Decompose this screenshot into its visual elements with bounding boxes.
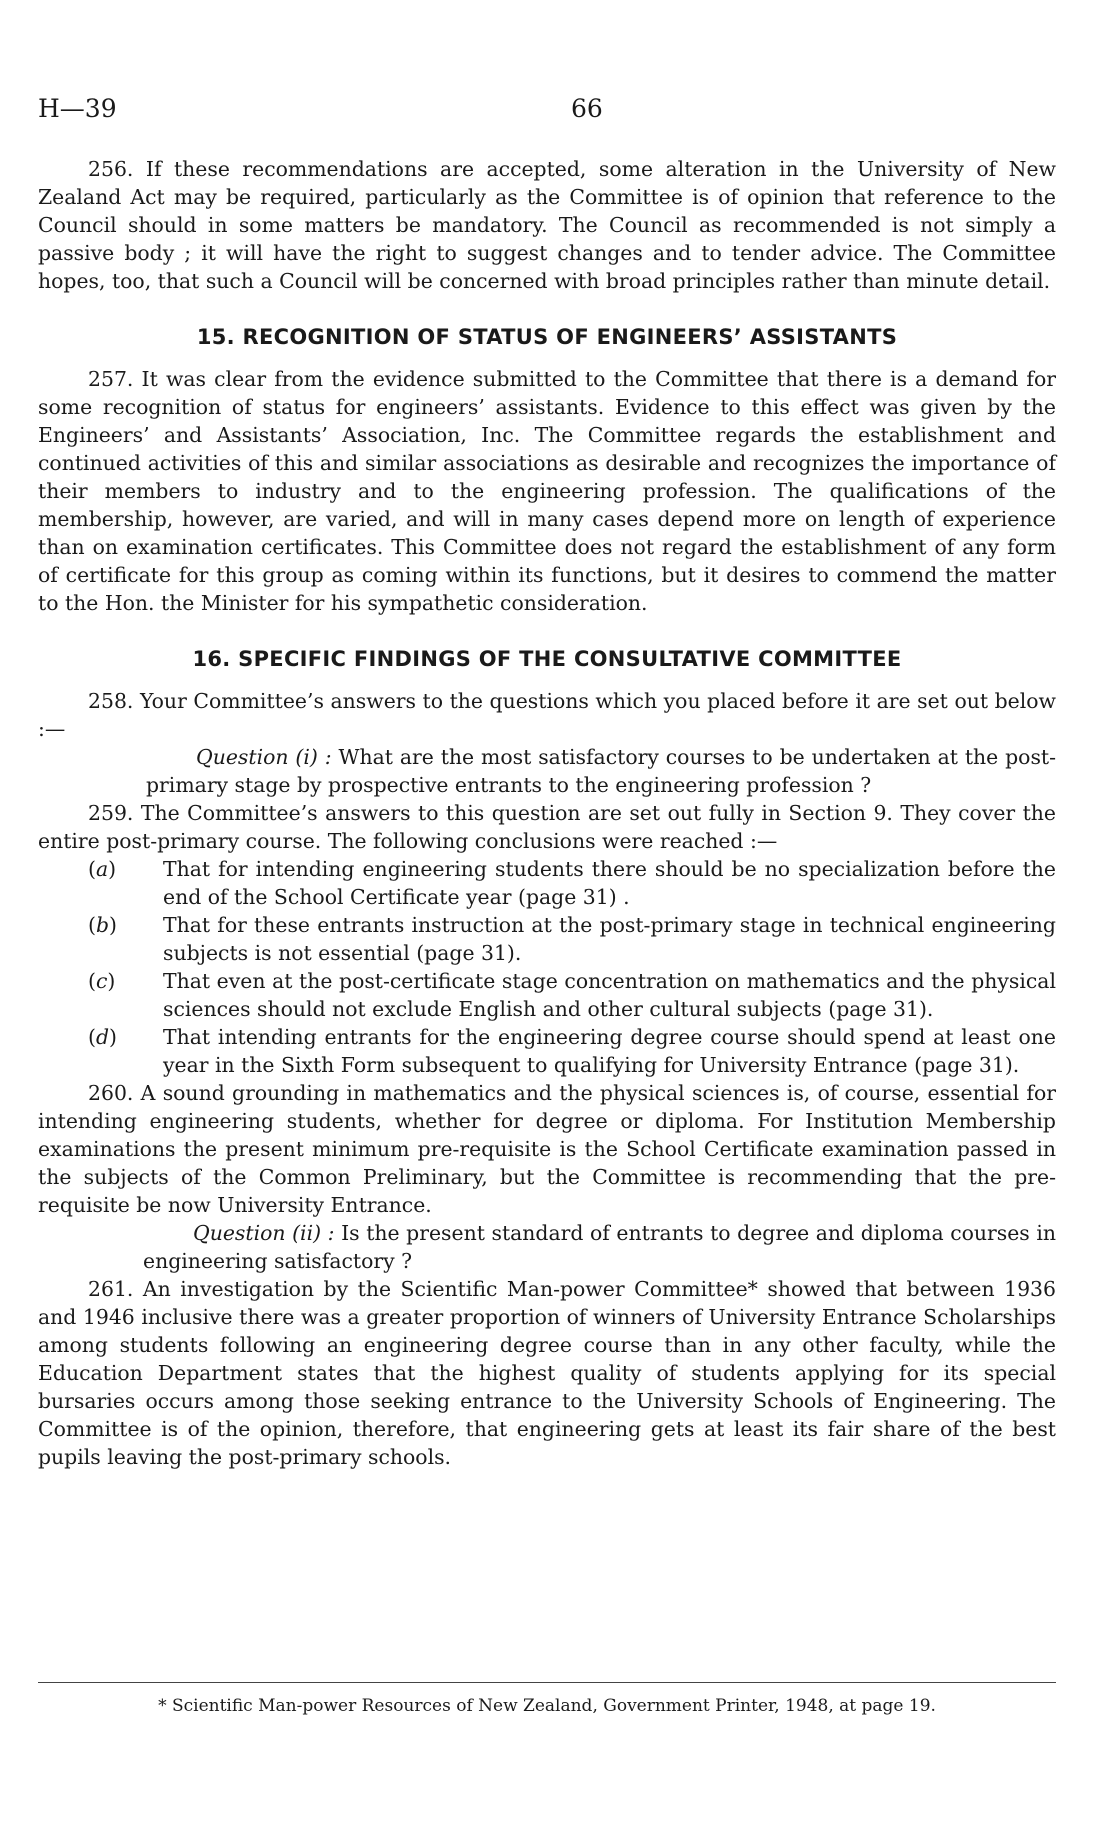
list-item-text: That intending entrants for the engineering degree course should spend at least one year in the Sixth Form subsequent to qualifying for University Entrance (page 31).: [163, 1025, 1056, 1077]
list-item-letter: (b): [88, 913, 117, 937]
paragraph-256: 256. If these recommendations are accepted, some alteration in the University of New Zealand Act may be required, particularly as the Committee is of opinion that reference to the Council should in some matters be mandatory. The Council as recommended is not simply a passive body ; it will have the right to suggest changes and to tender advice. The Committee hopes, too, that such a Council will be concerned with broad principles rather than minute detail.: [38, 157, 1056, 293]
question-2: [38, 1219, 1056, 1275]
question-1: [38, 743, 1056, 799]
list-item: [38, 1023, 1056, 1079]
footnote-divider: [38, 1682, 1056, 1683]
list-item-letter: (a): [88, 857, 117, 881]
page-body: [38, 155, 1056, 1471]
list-item-letter: (c): [88, 969, 116, 993]
list-item-letter: (d): [88, 1025, 117, 1049]
paragraph-258: 258. Your Committee’s answers to the questions which you placed before it are set out below :—: [38, 689, 1056, 741]
footnote: * Scientific Man-power Resources of New Zealand, Government Printer, 1948, at page 19.: [158, 1696, 936, 1716]
paragraph-260: 260. A sound grounding in mathematics and the physical sciences is, of course, essential for intending engineering students, whether for degree or diploma. For Institution Membership examinations the present minimum pre-requisite is the School Certificate examination passed in the subjects of the Common Preliminary, but the Committee is recommending that the pre-requisite be now University Entrance.: [38, 1081, 1056, 1217]
conclusions-list: [38, 855, 1056, 1079]
list-item: [38, 855, 1056, 911]
list-item-text: That even at the post-certificate stage concentration on mathematics and the physical sciences should not exclude English and other cultural subjects (page 31).: [163, 969, 1056, 1021]
list-item-text: That for intending engineering students there should be no specialization before the end of the School Certificate year (page 31) .: [163, 857, 1056, 909]
question-1-text: What are the most satisfactory courses to be undertaken at the post-primary stage by prospective entrants to the engineering profession ?: [146, 745, 1056, 797]
list-item: [38, 911, 1056, 967]
page-number: 66: [571, 94, 603, 123]
section-heading-16: 16. SPECIFIC FINDINGS OF THE CONSULTATIVE COMMITTEE: [192, 647, 902, 671]
list-item: [38, 967, 1056, 1023]
question-2-label: Question (ii) :: [193, 1221, 335, 1245]
question-2-text: Is the present standard of entrants to degree and diploma courses in engineering satisfactory ?: [143, 1221, 1057, 1273]
paragraph-259: 259. The Committee’s answers to this question are set out fully in Section 9. They cover the entire post-primary course. The following conclusions were reached :—: [38, 801, 1056, 853]
paragraph-261: 261. An investigation by the Scientific Man-power Committee* showed that between 1936 and 1946 inclusive there was a greater proportion of winners of University Entrance Scholarships among students following an engineering degree course than in any other faculty, while the Education Department states that the highest quality of students applying for its special bursaries occurs among those seeking entrance to the University Schools of Engineering. The Committee is of the opinion, therefore, that engineering gets at least its fair share of the best pupils leaving the post-primary schools.: [38, 1277, 1056, 1469]
page-header: [38, 94, 1058, 134]
question-1-label: Question (i) :: [196, 745, 332, 769]
list-item-text: That for these entrants instruction at the post-primary stage in technical engineering subjects is not essential (page 31).: [163, 913, 1056, 965]
paragraph-257: 257. It was clear from the evidence submitted to the Committee that there is a demand for some recognition of status for engineers’ assistants. Evidence to this effect was given by the Engineers’ and Assistants’ Association, Inc. The Committee regards the establishment and continued activities of this and similar associations as desirable and recognizes the importance of their members to industry and to the engineering profession. The qualifications of the membership, however, are varied, and will in many cases depend more on length of experience than on examination certificates. This Committee does not regard the establishment of any form of certificate for this group as coming within its functions, but it desires to commend the matter to the Hon. the Minister for his sympathetic consideration.: [38, 367, 1056, 615]
document-reference: H—39: [38, 94, 117, 123]
section-heading-15: 15. RECOGNITION OF STATUS OF ENGINEERS’ ASSISTANTS: [196, 325, 898, 349]
